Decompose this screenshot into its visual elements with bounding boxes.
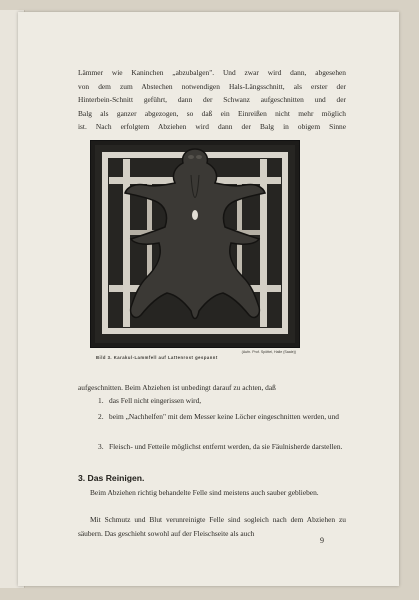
list-text: das Fell nicht eingerissen wird, [109, 396, 202, 405]
figure-caption: Bild 3. Karakul-Lammfell auf Lattenrost gespannt [96, 355, 218, 360]
page-number: 9 [320, 536, 324, 545]
paragraph-1-line: ist. Nach erfolgtem Abziehen wird dann der Balg in obigem Sinne [78, 122, 346, 132]
paragraph-1-line: Hinterbein-Schnitt geführt, dann der Schwanz aufgeschnitten und der [78, 95, 346, 105]
list-number: 1. [98, 396, 104, 405]
list-text: beim „Nachhelfen" mit dem Messer keine Löcher eingeschnitten werden, und [109, 412, 339, 421]
paragraph-1-line: Balg als ganzer abgezogen, so daß ein Einreißen nicht mehr möglich [78, 108, 346, 118]
paragraph-4: Mit Schmutz und Blut verunreinigte Felle sind sogleich nach dem Abziehen zu säubern. Das geschieht sowohl auf der Fleischseite als auch [78, 515, 346, 538]
list-item [98, 394, 348, 408]
list-text: Fleisch- und Fetteile möglichst entfernt werden, da sie Fäulnisherde darstellen. [109, 442, 343, 451]
list-number: 2. [98, 412, 104, 421]
paragraph-3: Beim Abziehen richtig behandelte Felle sind meistens auch sauber geblieben. [90, 488, 319, 497]
paragraph-1-line: Lämmer wie Kaninchen „abzubalgen". Und zwar wird dann, abgesehen [78, 68, 346, 77]
list-number: 3. [98, 442, 104, 451]
book-page [18, 12, 399, 586]
lambskin-photo [90, 140, 300, 348]
section-heading: 3. Das Reinigen. [78, 473, 145, 483]
photo-credit: (Aufn. Prof. Spöttel, Halle (Saale)) [241, 350, 296, 354]
list-item [98, 440, 348, 454]
paragraph-1-line: von dem zum Abstechen notwendigen Hals-Längsschnitt, als erster der [78, 81, 346, 91]
list-item [98, 410, 348, 424]
lambskin-on-lattice-image [95, 145, 295, 343]
photo-background [95, 145, 295, 343]
paragraph-2: aufgeschnitten. Beim Abziehen ist unbedingt darauf zu achten, daß [78, 383, 276, 392]
paragraph-1 [78, 66, 346, 134]
